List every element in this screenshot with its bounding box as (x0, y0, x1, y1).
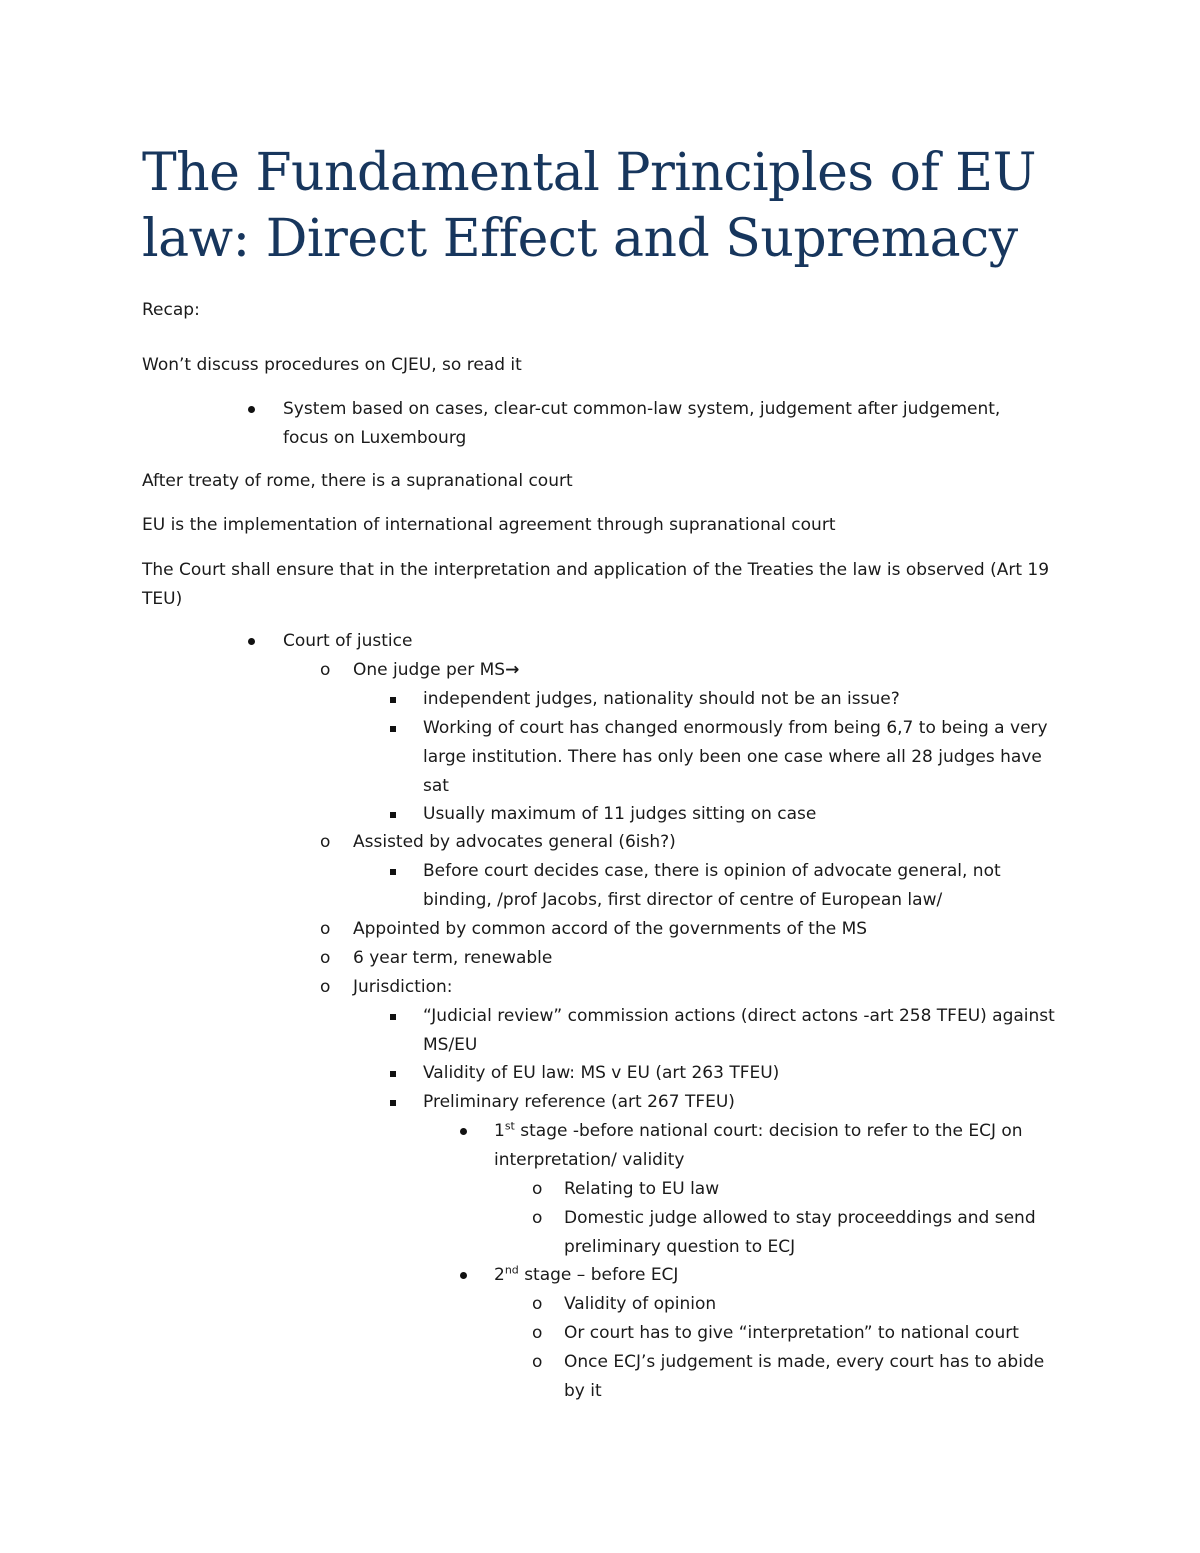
paragraph-eu-implementation: EU is the implementation of international agreement through supranational court (142, 515, 836, 535)
bullet-square (390, 1002, 396, 1020)
item-before-court: Before court decides case, there is opinion of advocate general, not binding, /prof Jacobs, first director of centre of European law/ (423, 861, 1001, 910)
stage-1-suffix: st (504, 1119, 515, 1133)
bullet-o: o (532, 1294, 543, 1314)
bullet-square (390, 1088, 396, 1106)
item-stage-1 (494, 1117, 1054, 1175)
item-validity-opinion: Validity of opinion (564, 1294, 717, 1314)
paragraph-wont-discuss: Won’t discuss procedures on CJEU, so read it (142, 355, 522, 375)
stage-2-number: 2 (494, 1265, 505, 1285)
bullet-o: o (320, 977, 331, 997)
item-stage-2 (494, 1261, 678, 1290)
item-assisted: Assisted by advocates general (6ish?) (353, 832, 676, 852)
arrow-right-icon: → (505, 660, 520, 680)
item-judicial-review: “Judicial review” commission actions (direct actons -art 258 TFEU) against MS/EU (423, 1006, 1055, 1055)
paragraph-after-treaty: After treaty of rome, there is a supranational court (142, 471, 573, 491)
stage-1-number: 1 (494, 1121, 505, 1141)
item-validity-eu-law: Validity of EU law: MS v EU (art 263 TFEU) (423, 1063, 780, 1083)
one-judge-text: One judge per MS (353, 660, 506, 680)
bullet-square (390, 685, 396, 703)
bullet-o: o (320, 919, 331, 939)
bullet-o: o (532, 1208, 543, 1228)
item-preliminary: Preliminary reference (art 267 TFEU) (423, 1092, 735, 1112)
bullet-disc (248, 627, 255, 645)
item-one-judge (353, 656, 519, 685)
bullet-o: o (532, 1323, 543, 1343)
recap-label: Recap: (142, 300, 200, 320)
stage-1-text: stage -before national court: decision to refer to the ECJ on interpretation/ validity (494, 1121, 1023, 1170)
bullet-disc (460, 1117, 467, 1135)
stage-2-text: stage – before ECJ (518, 1265, 679, 1285)
item-or-court: Or court has to give “interpretation” to national court (564, 1323, 1019, 1343)
bullet-square (390, 800, 396, 818)
bullet-o: o (532, 1179, 543, 1199)
item-independent: independent judges, nationality should not be an issue? (423, 689, 900, 709)
bullet-o: o (320, 948, 331, 968)
item-domestic: Domestic judge allowed to stay proceeddings and send preliminary question to ECJ (564, 1208, 1036, 1257)
item-relating: Relating to EU law (564, 1179, 720, 1199)
bullet-o: o (320, 660, 331, 680)
bullet-square (390, 714, 396, 732)
paragraph-court-ensure: The Court shall ensure that in the interpretation and application of the Treaties the law is observed (Art 19 TEU) (142, 560, 1050, 609)
bullet-disc (460, 1261, 467, 1279)
bullet-square (390, 857, 396, 875)
item-jurisdiction: Jurisdiction: (353, 977, 453, 997)
bullet-o: o (320, 832, 331, 852)
item-term: 6 year term, renewable (353, 948, 553, 968)
page-title: The Fundamental Principles of EU law: Direct Effect and Supremacy (142, 143, 1036, 269)
bullet-system: System based on cases, clear-cut common-law system, judgement after judgement, focus on Luxembourg (283, 399, 1001, 448)
item-usually: Usually maximum of 11 judges sitting on case (423, 804, 817, 824)
stage-2-suffix: nd (504, 1263, 519, 1277)
item-working: Working of court has changed enormously from being 6,7 to being a very large institution. There has only been one case where all 28 judges have sat (423, 718, 1048, 796)
bullet-square (390, 1059, 396, 1077)
item-appointed: Appointed by common accord of the governments of the MS (353, 919, 868, 939)
bullet-o: o (532, 1352, 543, 1372)
bullet-court-of-justice: Court of justice (283, 631, 413, 651)
item-once: Once ECJ’s judgement is made, every court has to abide by it (564, 1352, 1045, 1401)
bullet-disc (248, 395, 255, 413)
